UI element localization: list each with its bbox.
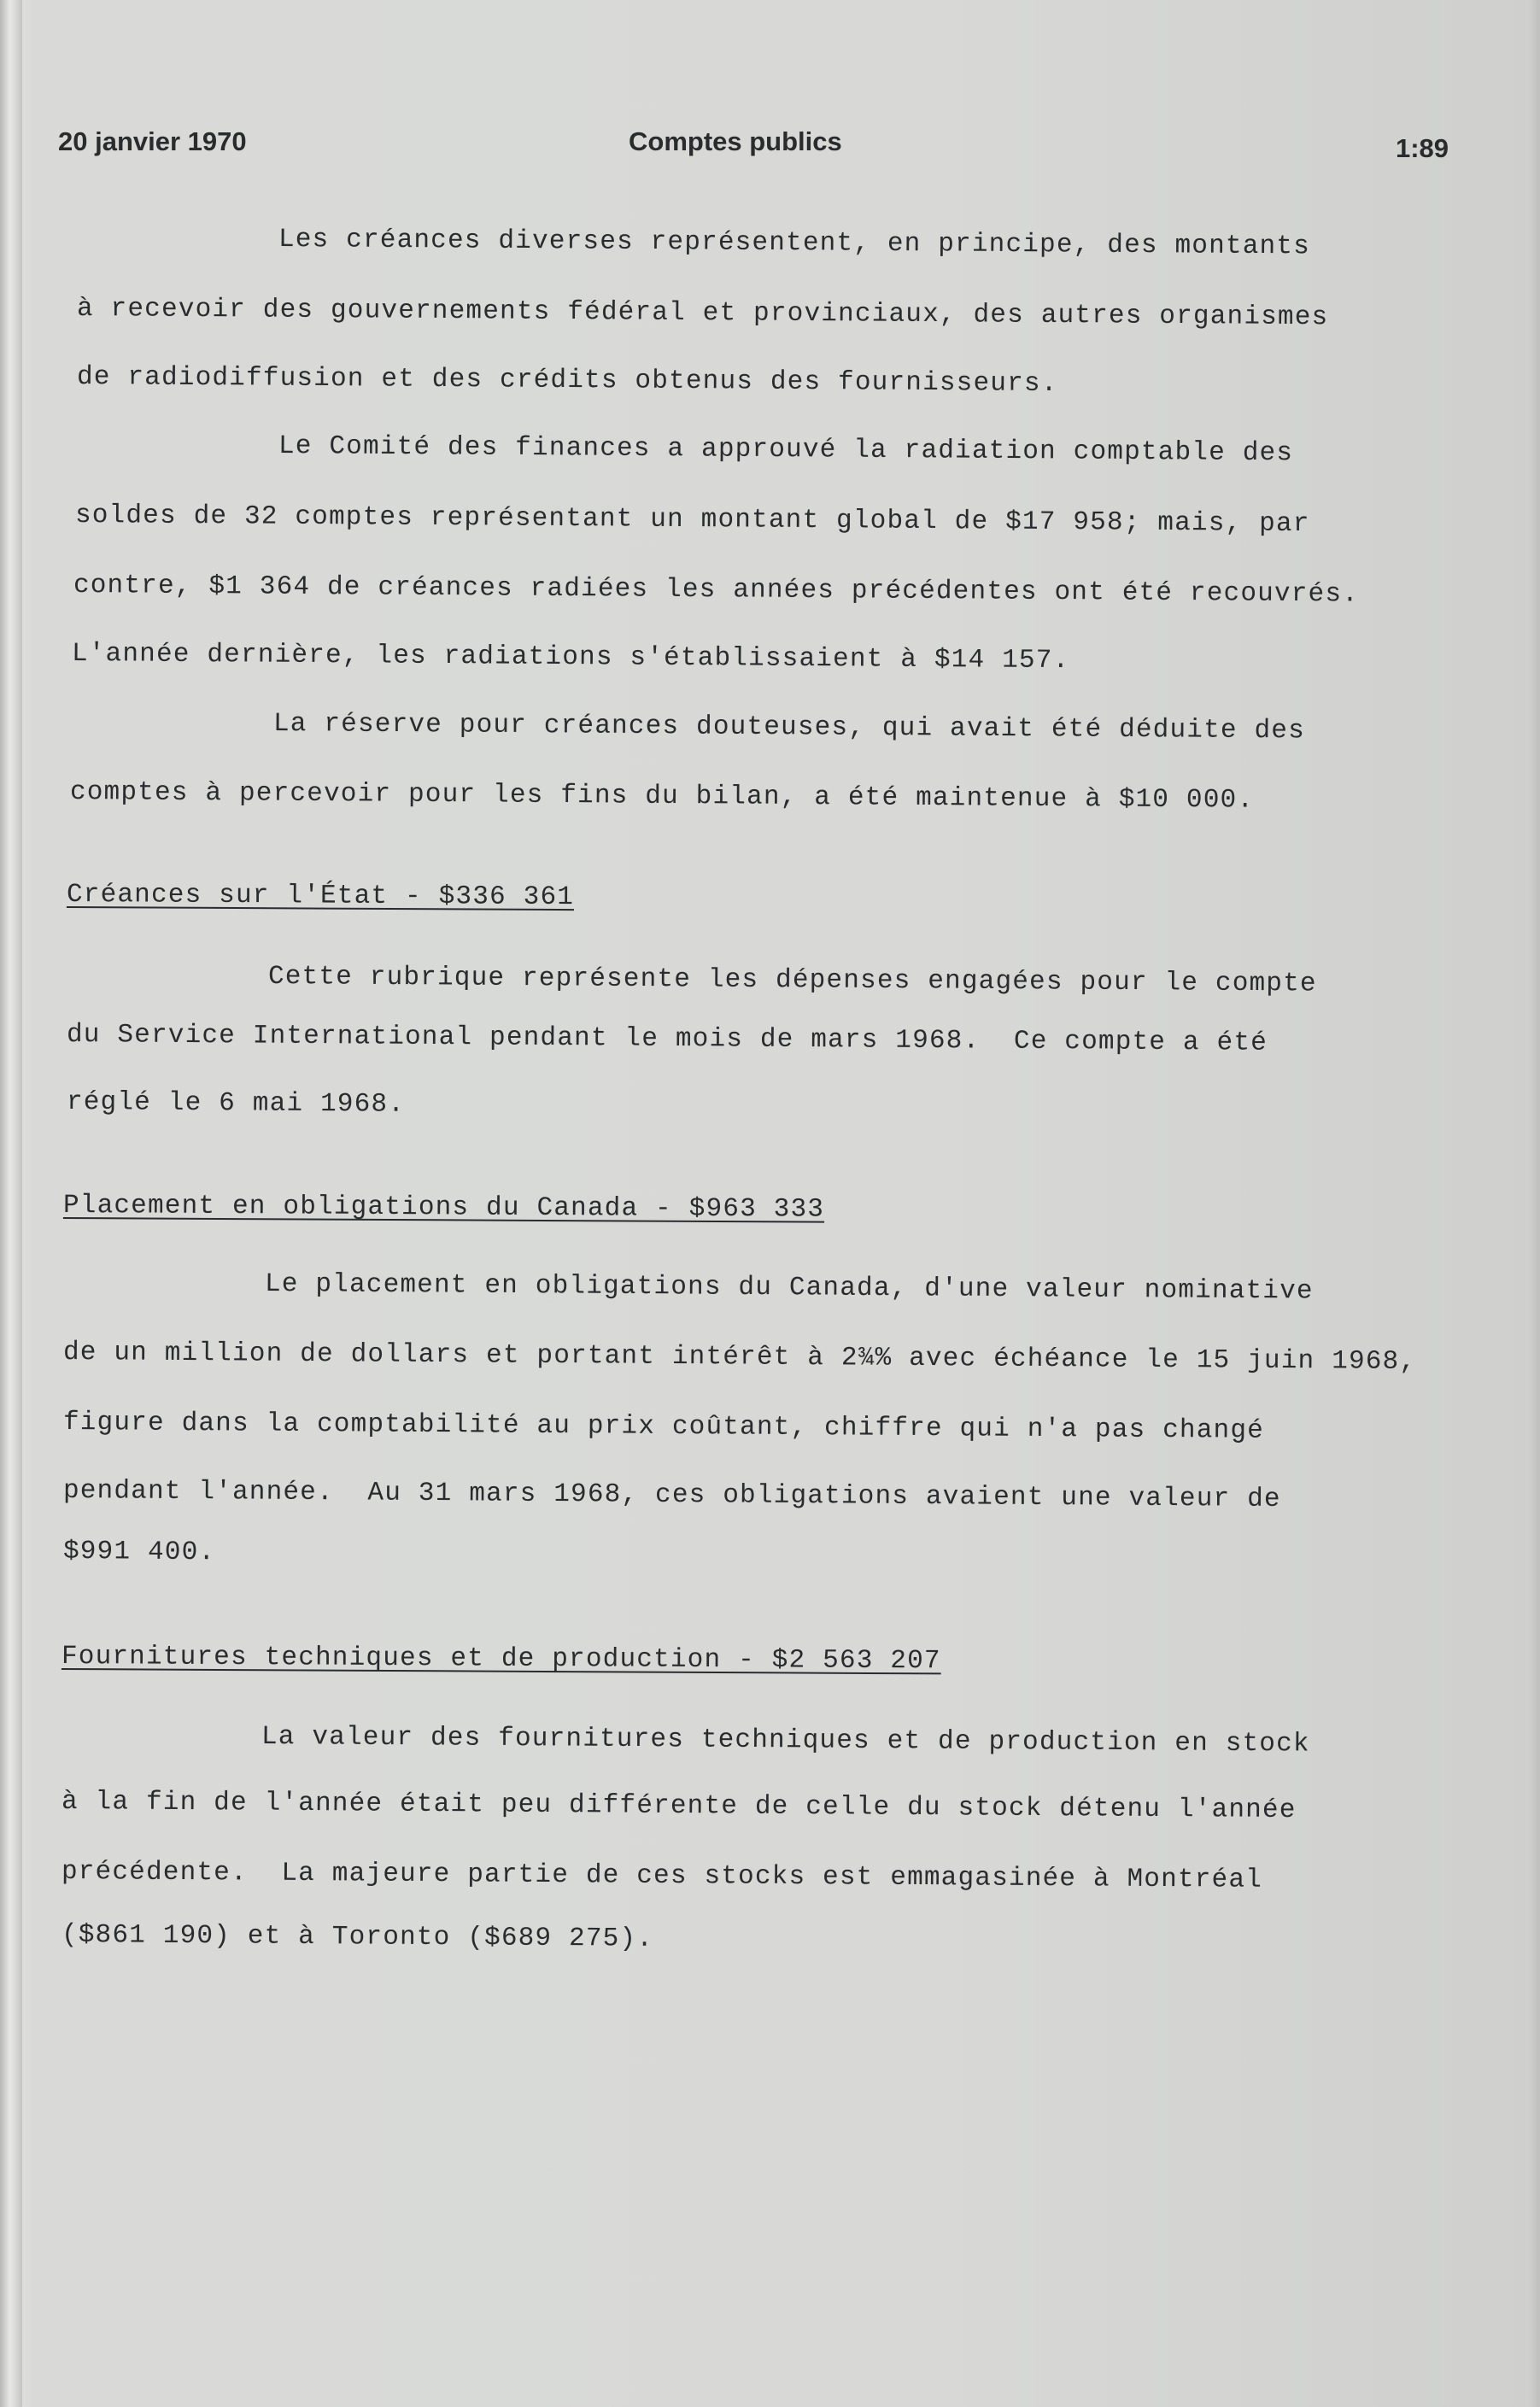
- paragraph-4-line-3: réglé le 6 mai 1968.: [66, 1087, 406, 1120]
- paragraph-1-line-3: de radiodiffusion et des crédits obtenus des fournisseurs.: [76, 362, 1058, 400]
- section-heading-fournitures: Fournitures techniques et de production - $2 563 207: [61, 1642, 941, 1677]
- paragraph-5-line-4: pendant l'année. Au 31 mars 1968, ces obligations avaient une valeur de: [62, 1476, 1281, 1514]
- paragraph-4-line-2: du Service International pendant le mois de mars 1968. Ce compte a été: [66, 1020, 1268, 1058]
- paragraph-5-line-1: Le placement en obligations du Canada, d'une valeur nominative: [264, 1269, 1314, 1307]
- paragraph-2-line-3: contre, $1 364 de créances radiées les années précédentes ont été recouvrés.: [73, 571, 1360, 610]
- paragraph-2-line-4: L'année dernière, les radiations s'établissaient à $14 157.: [71, 639, 1070, 676]
- page-edge: [1528, 0, 1540, 2407]
- paragraph-6-line-4: ($861 190) et à Toronto ($689 275).: [61, 1920, 654, 1954]
- paragraph-2-line-1: Le Comité des finances a approuvé la radiation comptable des: [278, 431, 1294, 469]
- paragraph-6-line-3: précédente. La majeure partie de ces stocks est emmagasinée à Montréal: [61, 1857, 1263, 1895]
- page-number: 1:89: [1395, 133, 1449, 163]
- section-heading-placement-obligations: Placement en obligations du Canada - $963 333: [62, 1191, 825, 1225]
- paragraph-4-line-1: Cette rubrique représente les dépenses engagées pour le compte: [267, 962, 1317, 999]
- paragraph-2-line-2: soldes de 32 comptes représentant un montant global de $17 958; mais, par: [74, 501, 1310, 540]
- binding-spine: [0, 0, 22, 2407]
- header-title: Comptes publics: [629, 126, 842, 156]
- section-heading-creances-etat: Créances sur l'État - $336 361: [66, 880, 575, 913]
- paragraph-5-line-5: $991 400.: [62, 1537, 216, 1568]
- page-header: [58, 126, 1449, 169]
- paragraph-5-line-2: de un million de dollars et portant intérêt à 2¾% avec échéance le 15 juin 1968,: [62, 1338, 1417, 1378]
- paragraph-1-line-2: à recevoir des gouvernements fédéral et provinciaux, des autres organismes: [76, 294, 1329, 333]
- paragraph-6-line-2: à la fin de l'année était peu différente de celle du stock détenu l'année: [61, 1787, 1297, 1826]
- header-date: 20 janvier 1970: [58, 126, 247, 156]
- paragraph-1-line-1: Les créances diverses représentent, en principe, des montants: [278, 225, 1311, 262]
- paragraph-3-line-2: comptes à percevoir pour les fins du bilan, a été maintenue à $10 000.: [69, 777, 1255, 816]
- paragraph-6-line-1: La valeur des fournitures techniques et de production en stock: [261, 1722, 1310, 1760]
- paragraph-5-line-3: figure dans la comptabilité au prix coûtant, chiffre qui n'a pas changé: [62, 1408, 1265, 1446]
- paragraph-3-line-1: La réserve pour créances douteuses, qui avait été déduite des: [272, 709, 1306, 747]
